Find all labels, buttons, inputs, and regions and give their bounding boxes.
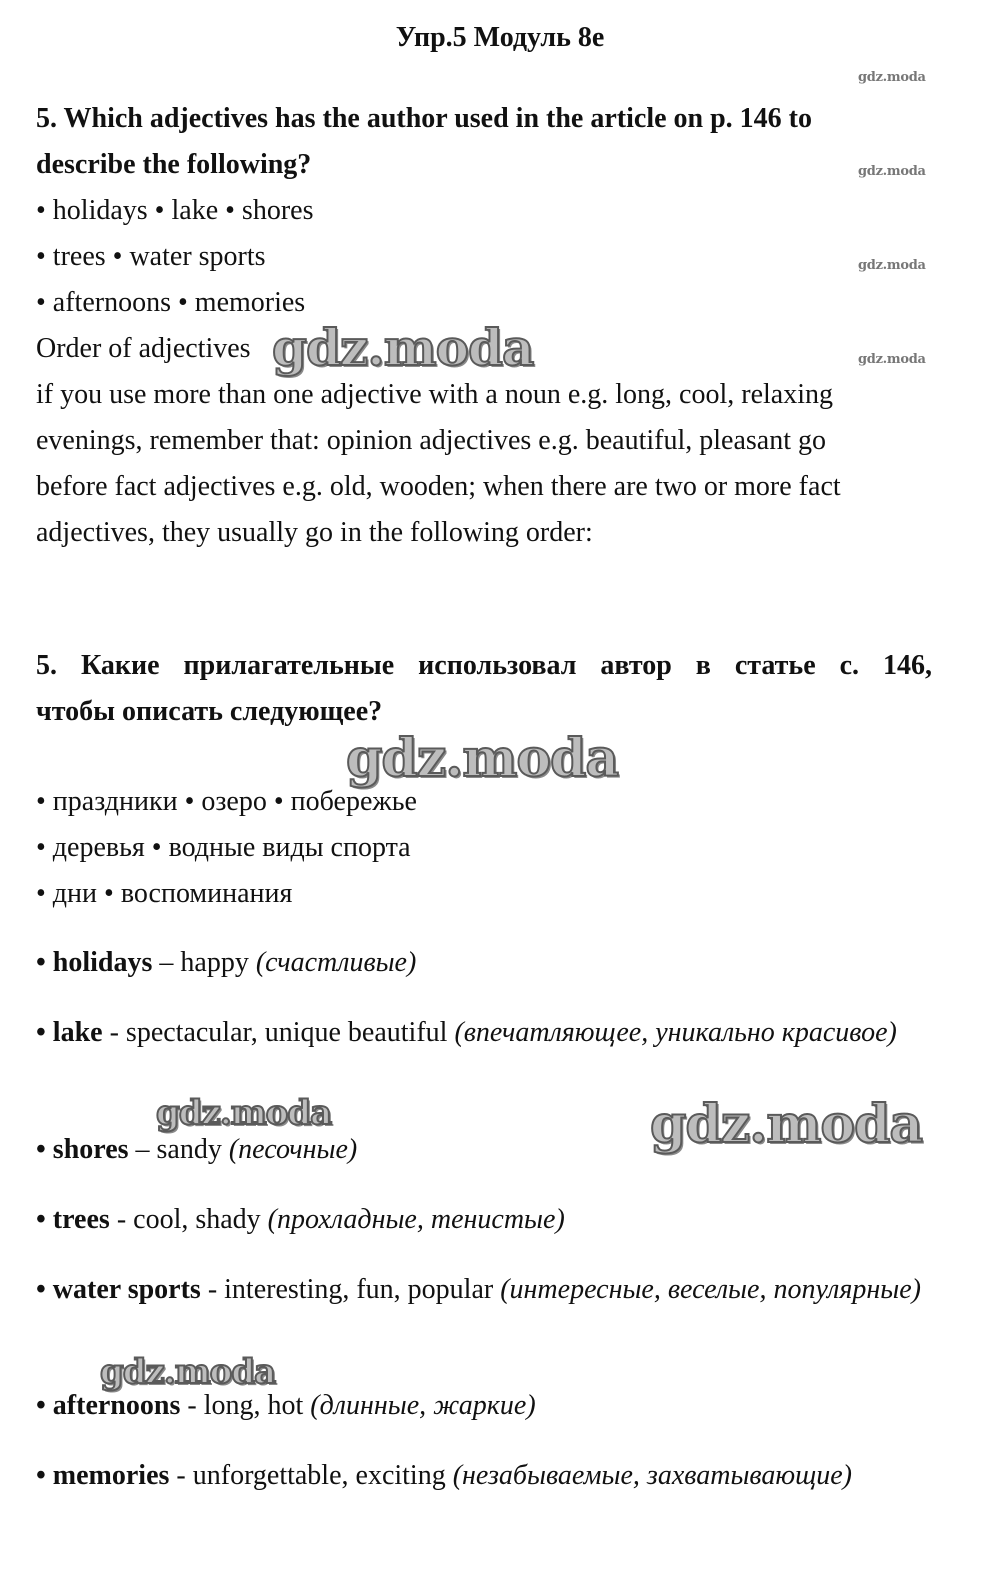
answer-separator: - — [200, 1274, 225, 1305]
watermark-large: gdz.moda — [346, 728, 619, 789]
answer-english: sandy — [156, 1134, 222, 1165]
answer-english: unforgettable, exciting — [192, 1460, 446, 1491]
answer-english: spectacular, unique beautiful — [125, 1017, 448, 1048]
watermark-small: gdz.moda — [858, 164, 926, 179]
answer-separator: - — [109, 1204, 134, 1235]
russian-bullet-line-1: • праздники • озеро • побережье — [36, 786, 417, 817]
russian-section — [36, 643, 932, 735]
order-text-line-3: before fact adjectives e.g. old, wooden; when there are two or more fact — [36, 471, 841, 502]
answer-separator: - — [169, 1460, 193, 1491]
answer-term: • lake — [36, 1017, 103, 1048]
answer-english: interesting, fun, popular — [224, 1274, 494, 1305]
answer-term: • holidays — [36, 947, 153, 978]
page-title: Упр.5 Модуль 8e — [395, 22, 605, 53]
answer-russian: (песочные) — [228, 1134, 358, 1165]
order-heading: Order of adjectives — [36, 333, 251, 364]
watermark-small: gdz.moda — [858, 70, 926, 85]
answer-separator: - — [102, 1017, 126, 1048]
answer-afternoons — [36, 1383, 932, 1429]
answer-english: long, hot — [203, 1390, 304, 1421]
russian-bullets — [36, 779, 932, 917]
answer-term: • shores — [36, 1134, 129, 1165]
watermark-large: gdz.moda — [100, 1352, 276, 1392]
answer-term: • trees — [36, 1204, 110, 1235]
answer-separator: – — [152, 947, 181, 978]
order-text-line-4: adjectives, they usually go in the following order: — [36, 517, 593, 548]
english-bullet-line-1: • holidays • lake • shores — [36, 195, 314, 226]
order-text-line-2: evenings, remember that: opinion adjectives e.g. beautiful, pleasant go — [36, 425, 826, 456]
answer-term: • memories — [36, 1460, 170, 1491]
answer-term: • water sports — [36, 1274, 201, 1305]
watermark-large: gdz.moda — [650, 1094, 923, 1155]
russian-question-line-1: 5. Какие прилагательные использовал автор в статье с. 146, — [36, 650, 932, 681]
answer-water-sports — [36, 1267, 932, 1313]
answer-russian: (впечатляющее, уникально красивое) — [454, 1017, 897, 1048]
watermark-large: gdz.moda — [272, 318, 534, 377]
english-bullet-line-3: • afternoons • memories — [36, 287, 306, 318]
answer-russian: (незабываемые, захватывающие) — [452, 1460, 853, 1491]
russian-bullet-line-3: • дни • воспоминания — [36, 878, 293, 909]
answer-english: cool, shady — [133, 1204, 261, 1235]
order-text-line-1: if you use more than one adjective with a noun e.g. long, cool, relaxing — [36, 379, 834, 410]
answer-russian: (прохладные, тенистые) — [267, 1204, 565, 1235]
answer-memories — [36, 1453, 932, 1499]
answer-trees — [36, 1197, 932, 1243]
answer-shores — [36, 1127, 932, 1173]
answer-term: • afternoons — [36, 1390, 181, 1421]
answer-russian: (длинные, жаркие) — [310, 1390, 536, 1421]
answer-lake — [36, 1010, 932, 1056]
watermark-small: gdz.moda — [858, 352, 926, 367]
answer-separator: – — [128, 1134, 157, 1165]
watermark-large: gdz.moda — [156, 1093, 332, 1133]
russian-question-line-2: чтобы описать следующее? — [36, 696, 383, 727]
answer-holidays — [36, 940, 932, 986]
english-bullet-line-2: • trees • water sports — [36, 241, 266, 272]
answer-separator: - — [180, 1390, 204, 1421]
english-question-line-1: 5. Which adjectives has the author used in the article on p. 146 to — [36, 103, 812, 134]
watermark-small: gdz.moda — [858, 258, 926, 273]
answer-russian: (интересные, веселые, популярные) — [500, 1274, 921, 1305]
answer-english: happy — [180, 947, 249, 978]
russian-bullet-line-2: • деревья • водные виды спорта — [36, 832, 411, 863]
english-question-line-2: describe the following? — [36, 149, 312, 180]
answer-russian: (счастливые) — [255, 947, 417, 978]
